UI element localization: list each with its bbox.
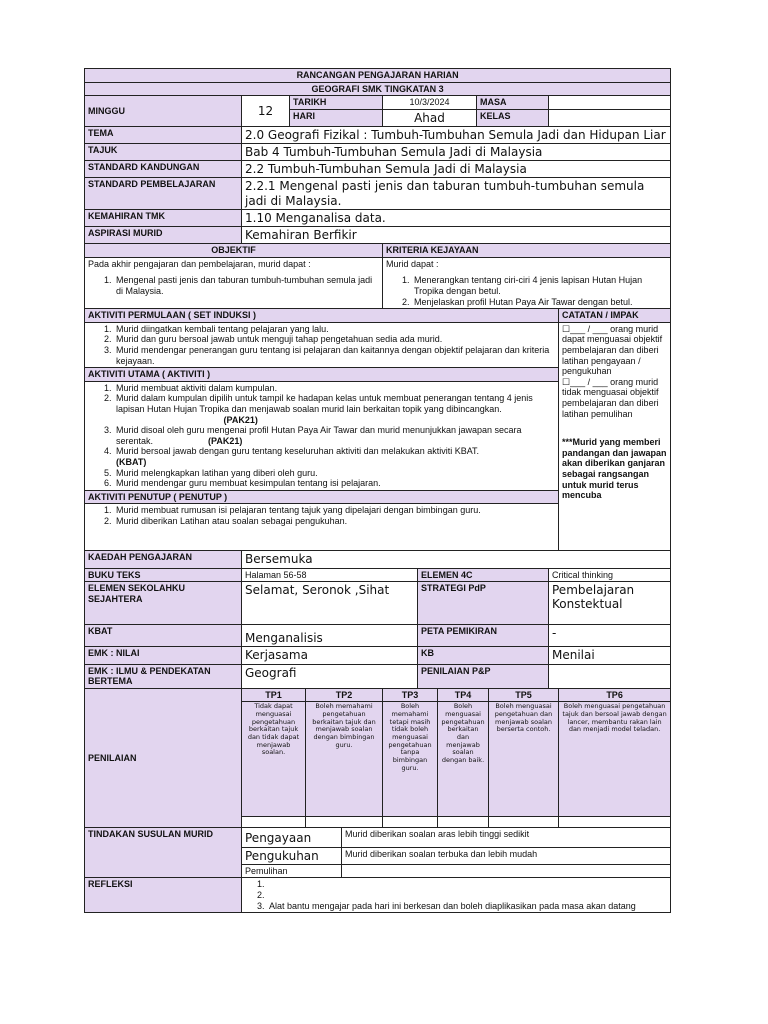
pak21-tag: (PAK21) xyxy=(208,435,243,446)
tp6-mark[interactable] xyxy=(559,817,671,828)
catatan-header: CATATAN / IMPAK xyxy=(559,309,671,323)
buku-teks-label: BUKU TEKS xyxy=(85,568,242,582)
objektif-header: OBJEKTIF xyxy=(85,244,383,258)
tema-value: 2.0 Geografi Fizikal : Tumbuh-Tumbuhan Semula Jadi dan Hidupan Liar xyxy=(242,126,671,143)
pengayaan-value: Murid diberikan soalan aras lebih tinggi sedikit xyxy=(342,828,671,847)
list-item: 2. Murid dalam kumpulan dipilih untuk tampil ke hadapan kelas untuk membuat penerangan tentang 4 jenis lapisan Hutan Hujan Tropika dan menjawab soalan murid lain berkaitan topik yang dibincangkan. (PAK21) xyxy=(114,393,555,425)
kelas-label: KELAS xyxy=(477,109,549,126)
catatan-text-1: ☐___ / ___ orang murid dapat menguasai objektif pembelajaran dan diberi latihan pengayaan / pengukuhan xyxy=(562,323,663,377)
strategi-value: Pembelajaran Konstektual xyxy=(549,582,671,625)
kbat-value: Menganalisis xyxy=(242,625,418,647)
emk-nilai-label: EMK : NILAI xyxy=(85,647,242,664)
pengukuhan-value: Murid diberikan soalan terbuka dan lebih mudah xyxy=(342,847,671,864)
list-item xyxy=(267,879,667,890)
permulaan-list xyxy=(88,324,555,366)
list-item: 1. Menerangkan tentang ciri-ciri 4 jenis lapisan Hutan Hujan Tropika dengan betul. xyxy=(412,275,667,296)
tp4-header: TP4 xyxy=(438,688,489,702)
penilaian-pp-value xyxy=(549,664,671,688)
kaedah-label: KAEDAH PENGAJARAN xyxy=(85,551,242,568)
objektif-list xyxy=(88,275,379,296)
kelas-value xyxy=(549,109,671,126)
tp3-desc: Boleh memahami tetapi masih tidak boleh menguasai pengetahuan tanpa bimbingan guru. xyxy=(383,702,438,817)
elemen-4c-value: Critical thinking xyxy=(549,568,671,582)
pemulihan-value xyxy=(342,864,671,878)
sekolahku-value: Selamat, Seronok ,Sihat xyxy=(242,582,418,625)
kaedah-value: Bersemuka xyxy=(242,551,671,568)
pengayaan-label: Pengayaan xyxy=(242,828,342,847)
buku-teks-value: Halaman 56-58 xyxy=(242,568,418,582)
elemen-4c-label: ELEMEN 4C xyxy=(418,568,549,582)
tp2-desc: Boleh memahami pengetahuan berkaitan tajuk dan menjawab soalan dengan bimbingan guru. xyxy=(306,702,383,817)
tarikh-label: TARIKH xyxy=(290,96,383,110)
hari-value: Ahad xyxy=(383,109,477,126)
kb-value: Menilai xyxy=(549,647,671,664)
page-subtitle: GEOGRAFI SMK TINGKATAN 3 xyxy=(85,82,671,96)
refleksi-label: REFLEKSI xyxy=(85,878,242,913)
tema-label: TEMA xyxy=(85,126,242,143)
emk-nilai-value: Kerjasama xyxy=(242,647,418,664)
masa-label: MASA xyxy=(477,96,549,110)
list-item: 4. Murid bersoal jawab dengan guru tentang keseluruhan aktiviti dan melakukan aktiviti KBAT. (KBAT) xyxy=(114,446,555,467)
pak21-tag: (PAK21) xyxy=(223,414,258,425)
list-item: 5. Murid melengkapkan latihan yang diberi oleh guru. xyxy=(114,468,555,479)
tindakan-label: TINDAKAN SUSULAN MURID xyxy=(85,828,242,878)
kbat-label: KBAT xyxy=(85,625,242,647)
strategi-label: STRATEGI PdP xyxy=(418,582,549,625)
minggu-value: 12 xyxy=(242,96,290,127)
refleksi-list xyxy=(245,879,667,911)
list-item: 3. Murid disoal oleh guru mengenai profil Hutan Paya Air Tawar dan murid menunjukkan jawapan secara serentak. (PAK21) xyxy=(114,425,555,446)
tarikh-value: 10/3/2024 xyxy=(383,96,477,110)
list-item: 3. Murid mendengar penerangan guru tentang isi pelajaran dan kaitannya dengan objektif pelajaran dan kriteria kejayaan. xyxy=(114,345,555,366)
standard-pembelajaran-value: 2.2.1 Mengenal pasti jenis dan taburan tumbuh-tumbuhan semula jadi di Malaysia. xyxy=(242,178,671,209)
tajuk-value: Bab 4 Tumbuh-Tumbuhan Semula Jadi di Malaysia xyxy=(242,144,671,161)
pemulihan-label: Pemulihan xyxy=(242,864,342,878)
standard-kandungan-value: 2.2 Tumbuh-Tumbuhan Semula Jadi di Malaysia xyxy=(242,161,671,178)
penilaian-pp-label: PENILAIAN P&P xyxy=(418,664,549,688)
kemahiran-tmk-label: KEMAHIRAN TMK xyxy=(85,209,242,226)
kemahiran-tmk-value: 1.10 Menganalisa data. xyxy=(242,209,671,226)
kriteria-intro: Murid dapat : xyxy=(386,258,439,269)
tp6-header: TP6 xyxy=(559,688,671,702)
tp5-mark[interactable] xyxy=(489,817,559,828)
catatan-content xyxy=(559,322,671,551)
catatan-text-2: ☐___ / ___ orang murid tidak menguasai objektif pembelajaran dan diberi latihan pemulihan xyxy=(562,376,659,419)
penutup-content xyxy=(85,504,559,551)
tp6-desc: Boleh menguasai pengetahuan tajuk dan bersoal jawab dengan lancer, membantu rakan lain dan menjadi model teladan. xyxy=(559,702,671,817)
tp2-mark[interactable] xyxy=(306,817,383,828)
kb-label: KB xyxy=(418,647,549,664)
permulaan-header: AKTIVITI PERMULAAN ( SET INDUKSI ) xyxy=(85,309,559,323)
tp4-mark[interactable] xyxy=(438,817,489,828)
list-item: 6. Murid mendengar guru membuat kesimpulan tentang isi pelajaran. xyxy=(114,478,555,489)
penutup-header: AKTIVITI PENUTUP ( PENUTUP ) xyxy=(85,490,559,504)
peta-pemikiran-value: - xyxy=(549,625,671,647)
aspirasi-murid-value: Kemahiran Berfikir xyxy=(242,226,671,243)
tp1-mark[interactable] xyxy=(242,817,306,828)
standard-kandungan-label: STANDARD KANDUNGAN xyxy=(85,161,242,178)
emk-ilmu-value: Geografi xyxy=(242,664,418,688)
aspirasi-murid-label: ASPIRASI MURID xyxy=(85,226,242,243)
tp1-header: TP1 xyxy=(242,688,306,702)
list-item: 3. Alat bantu mengajar pada hari ini berkesan dan boleh diaplikasikan pada masa akan datang xyxy=(267,901,667,912)
tp1-desc: Tidak dapat menguasai pengetahuan berkaitan tajuk dan tidak dapat menjawab soalan. xyxy=(242,702,306,817)
kriteria-header: KRITERIA KEJAYAAN xyxy=(383,244,671,258)
standard-pembelajaran-label: STANDARD PEMBELAJARAN xyxy=(85,178,242,209)
permulaan-content xyxy=(85,322,559,367)
masa-value xyxy=(549,96,671,110)
list-item: 1. Murid diingatkan kembali tentang pelajaran yang lalu. xyxy=(114,324,555,335)
utama-list xyxy=(88,383,555,489)
tp5-header: TP5 xyxy=(489,688,559,702)
kriteria-content xyxy=(383,257,671,308)
objektif-intro: Pada akhir pengajaran dan pembelajaran, murid dapat : xyxy=(88,258,311,269)
tp4-desc: Boleh menguasai pengetahuan berkaitan dan menjawab soalan dengan baik. xyxy=(438,702,489,817)
tp5-desc: Boleh menguasai pengetahuan dan menjawab soalan berserta contoh. xyxy=(489,702,559,817)
penutup-list xyxy=(88,505,555,526)
kbat-tag: (KBAT) xyxy=(116,457,147,468)
list-item: 1. Mengenal pasti jenis dan taburan tumbuh-tumbuhan semula jadi di Malaysia. xyxy=(114,275,379,296)
utama-content xyxy=(85,381,559,490)
list-item: 2. Murid dan guru bersoal jawab untuk menguji tahap pengetahuan sedia ada murid. xyxy=(114,334,555,345)
tp3-mark[interactable] xyxy=(383,817,438,828)
sekolahku-label: ELEMEN SEKOLAHKU SEJAHTERA xyxy=(85,582,242,625)
list-item: 2. Menjelaskan profil Hutan Paya Air Tawar dengan betul. xyxy=(412,297,667,308)
list-item: 2. Murid diberikan Latihan atau soalan sebagai pengukuhan. xyxy=(114,516,555,527)
refleksi-content xyxy=(242,878,671,913)
penilaian-label: PENILAIAN xyxy=(85,688,242,828)
list-item: 1. Murid membuat rumusan isi pelajaran tentang tajuk yang dipelajari dengan bimbingan guru. xyxy=(114,505,555,516)
lesson-plan-table xyxy=(84,68,671,913)
list-item: 1. Murid membuat aktiviti dalam kumpulan. xyxy=(114,383,555,394)
minggu-label: MINGGU xyxy=(85,96,242,127)
pengukuhan-label: Pengukuhan xyxy=(242,847,342,864)
utama-header: AKTIVITI UTAMA ( AKTIVITI ) xyxy=(85,368,559,382)
kriteria-list xyxy=(386,275,667,307)
tp3-header: TP3 xyxy=(383,688,438,702)
catatan-note: ***Murid yang memberi pandangan dan jawapan akan diberikan ganjaran sebagai rangsangan untuk murid terus mencuba xyxy=(562,437,667,501)
peta-pemikiran-label: PETA PEMIKIRAN xyxy=(418,625,549,647)
list-item xyxy=(267,890,667,901)
tp2-header: TP2 xyxy=(306,688,383,702)
objektif-content xyxy=(85,257,383,308)
tajuk-label: TAJUK xyxy=(85,144,242,161)
hari-label: HARI xyxy=(290,109,383,126)
emk-ilmu-label: EMK : ILMU & PENDEKATAN BERTEMA xyxy=(85,664,242,688)
page-title: RANCANGAN PENGAJARAN HARIAN xyxy=(85,69,671,83)
